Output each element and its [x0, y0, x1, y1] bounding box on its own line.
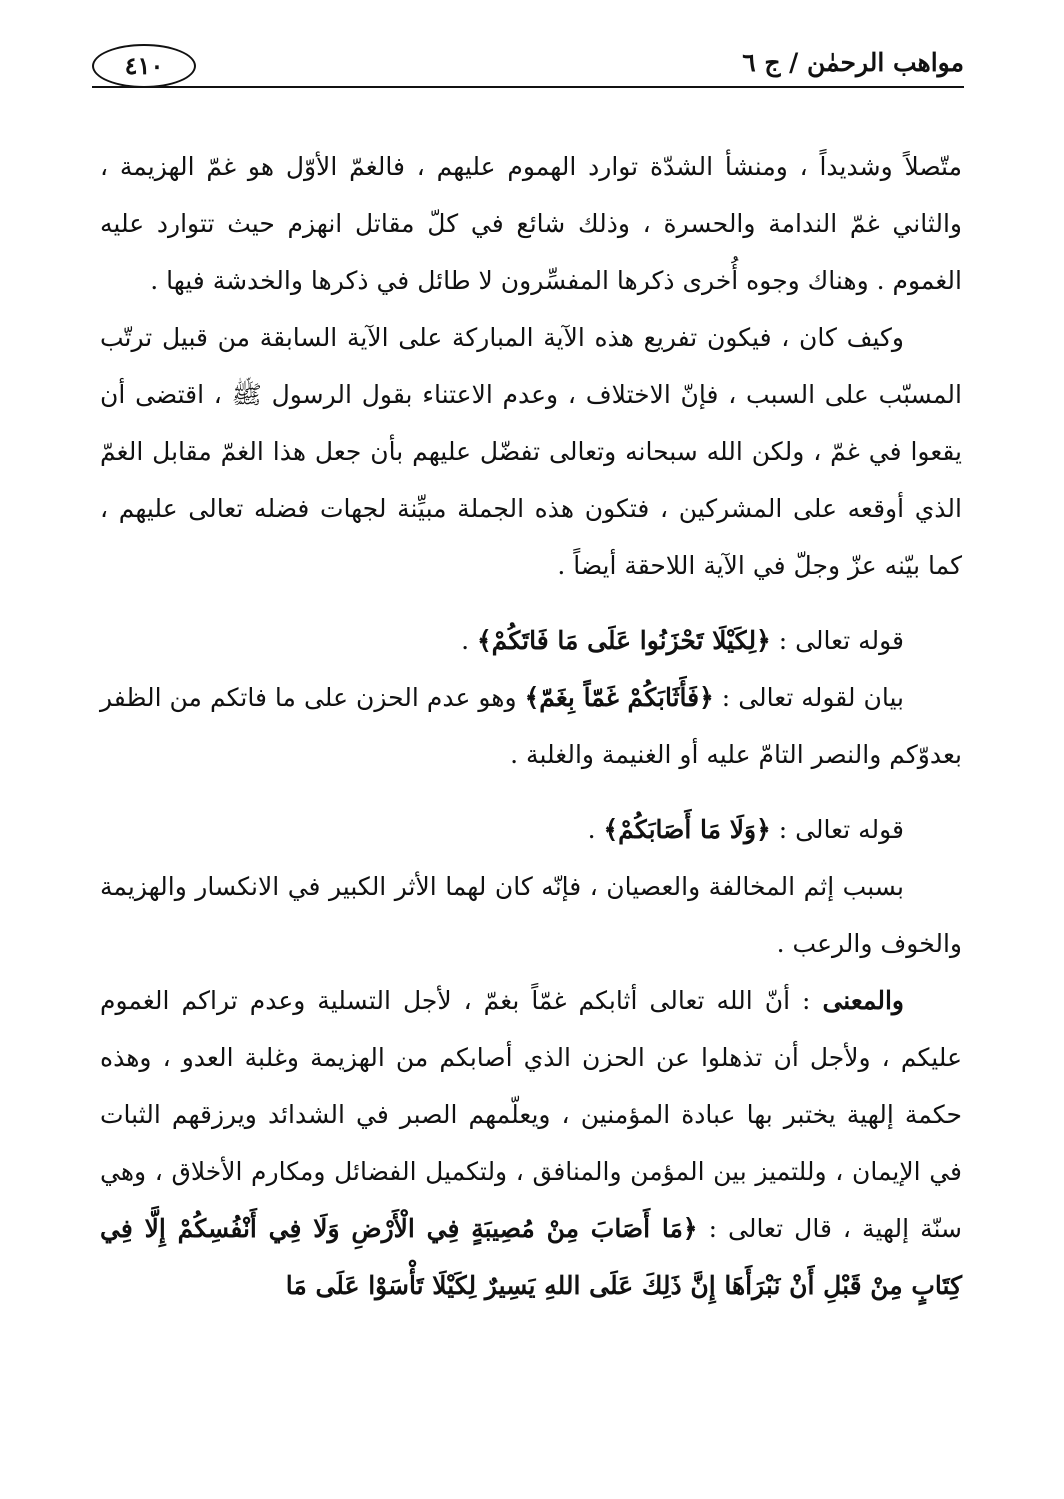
- verse-intro: قوله تعالى :: [770, 815, 904, 844]
- quran-verse: ﴿وَلَا مَا أَصَابَكُمْ﴾: [603, 815, 771, 844]
- quran-verse: ﴿فَأَثَابَكُمْ غَمّاً بِغَمّ﴾: [524, 683, 714, 712]
- paragraph-3: [100, 669, 962, 783]
- paragraph-2: وكيف كان ، فيكون تفريع هذه الآية المباركة على الآية السابقة من قبيل ترتّب المسبّب على السبب ، فإنّ الاختلاف ، وعدم الاعتناء بقول الرسول ﷺ ، اقتضى أن يقعوا في غمّ ، ولكن الله سبحانه وتعالى تفضّل عليهم بأن جعل هذا الغمّ مقابل الغمّ الذي أوقعه على المشركين ، فتكون هذه الجملة مبيِّنة لجهات فضله تعالى عليهم ، كما بيّنه عزّ وجلّ في الآية اللاحقة أيضاً .: [100, 323, 962, 580]
- page-header: [92, 44, 964, 90]
- page-body: [100, 138, 962, 1314]
- paragraph-lead: بيان لقوله تعالى :: [713, 683, 904, 712]
- meaning-label: والمعنى: [822, 986, 904, 1015]
- paragraph-rest: وهو عدم الحزن على ما فاتكم من الظفر بعدوّكم والنصر التامّ عليه أو الغنيمة والغلبة .: [100, 683, 962, 769]
- quran-verse: ﴿لِكَيْلَا تَحْزَنُوا عَلَى مَا فَاتَكُمْ﴾: [477, 626, 771, 655]
- quran-verse: ﴿مَا أَصَابَ مِنْ مُصِيبَةٍ فِي الْأَرْضِ وَلَا فِي أَنْفُسِكُمْ إِلَّا فِي كِتَابٍ مِنْ قَبْلِ أَنْ نَبْرَأَهَا إِنَّ ذَلِكَ عَلَى اللهِ يَسِيرٌ لِكَيْلَا تَأْسَوْا عَلَى مَا: [100, 1214, 962, 1300]
- header-rule: [92, 86, 964, 88]
- verse-heading-1: [100, 612, 962, 669]
- paragraph-4: بسبب إثم المخالفة والعصيان ، فإنّه كان لهما الأثر الكبير في الانكسار والهزيمة والخوف والرعب .: [100, 872, 962, 958]
- paragraph-1: متّصلاً وشديداً ، ومنشأ الشدّة توارد الهموم عليهم ، فالغمّ الأوّل هو غمّ الهزيمة ، والثاني غمّ الندامة والحسرة ، وذلك شائع في كلّ مقاتل انهزم حيث تتوارد عليه الغموم . وهناك وجوه أُخرى ذكرها المفسِّرون لا طائل في ذكرها والخدشة فيها .: [100, 152, 962, 295]
- verse-end: .: [461, 626, 478, 655]
- page-number: ٤١٠: [92, 44, 196, 88]
- paragraph-5: [100, 972, 962, 1314]
- verse-end: .: [587, 815, 604, 844]
- verse-intro: قوله تعالى :: [770, 626, 904, 655]
- verse-heading-2: [100, 801, 962, 858]
- running-title: مواهب الرحمٰن / ج ٦: [742, 48, 964, 77]
- paragraph-body: : أنّ الله تعالى أثابكم غمّاً بغمّ ، لأجل التسلية وعدم تراكم الغموم عليكم ، ولأجل أن تذهلوا عن الحزن الذي أصابكم من الهزيمة وغلبة العدو ، وهذه حكمة إلهية يختبر بها عبادة المؤمنين ، ويعلّمهم الصبر في الشدائد ويرزقهم الثبات في الإيمان ، وللتميز بين المؤمن والمنافق ، ولتكميل الفضائل ومكارم الأخلاق ، وهي سنّة إلهية ، قال تعالى :: [100, 986, 962, 1243]
